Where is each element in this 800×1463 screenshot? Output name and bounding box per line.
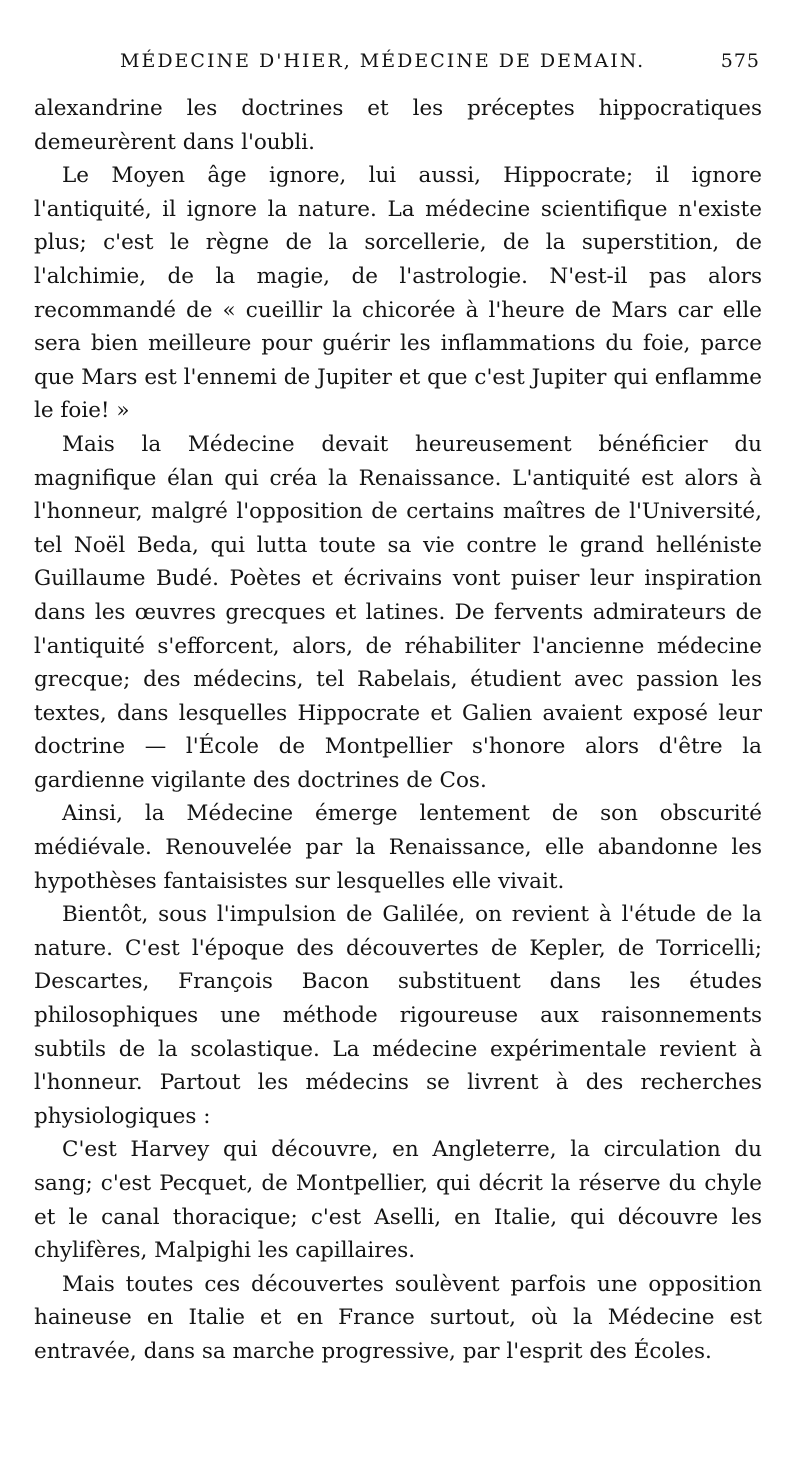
running-title: MÉDECINE D'HIER, MÉDECINE DE DEMAIN. bbox=[120, 50, 646, 72]
paragraph-renaissance: Mais la Médecine devait heureusement bénéficier du magnifique élan qui créa la Renaissance. L'antiquité est alors à l'honneur, malgré l'opposition de certains maîtres de l'Université, tel Noël Beda, qui lutta toute sa vie contre le grand helléniste Guillaume Budé. Poètes et écrivains vont puiser leur inspiration dans les œuvres grecques et latines. De fervents admirateurs de l'antiquité s'efforcent, alors, de réhabiliter l'ancienne médecine grecque; des médecins, tel Rabelais, étudient avec passion les textes, dans lesquelles Hippocrate et Galien avaient exposé leur doctrine — l'École de Montpellier s'honore alors d'être la gardienne vigilante des doctrines de Cos. bbox=[34, 431, 762, 793]
page-number: 575 bbox=[720, 50, 760, 72]
paragraph-continuation: alexandrine les doctrines et les préceptes hippocratiques demeurèrent dans l'oubli. bbox=[34, 96, 762, 155]
paragraph-middle-ages: Le Moyen âge ignore, lui aussi, Hippocrate; il ignore l'antiquité, il ignore la nature. La médecine scientifique n'existe plus; c'est le règne de la sorcellerie, de la superstition, de l'alchimie, de la magie, de l'astrologie. N'est-il pas alors recommandé de « cueillir la chicorée à l'heure de Mars car elle sera bien meilleure pour guérir les inflammations du foie, parce que Mars est l'ennemi de Jupiter et que c'est Jupiter qui enflamme le foie! » bbox=[34, 163, 762, 424]
paragraph-galileo: Bientôt, sous l'impulsion de Galilée, on revient à l'étude de la nature. C'est l'époque des découvertes de Kepler, de Torricelli; Descartes, François Bacon substituent dans les études philosophiques une méthode rigoureuse aux raisonnements subtils de la scolastique. La médecine expérimentale revient à l'honneur. Partout les médecins se livrent à des recherches physiologiques : bbox=[34, 902, 762, 1129]
paragraph-discoveries: C'est Harvey qui découvre, en Angleterre, la circulation du sang; c'est Pecquet, de Montpellier, qui décrit la réserve du chyle et le canal thoracique; c'est Aselli, en Italie, qui découvre les chylifères, Malpighi les capillaires. bbox=[34, 1137, 762, 1264]
paragraph-opposition: Mais toutes ces découvertes soulèvent parfois une opposition haineuse en Italie et en France surtout, où la Médecine est entravée, dans sa marche progressive, par l'esprit des Écoles. bbox=[34, 1271, 762, 1364]
body-text bbox=[34, 92, 762, 1369]
page-header bbox=[120, 50, 760, 80]
paragraph-emergence: Ainsi, la Médecine émerge lentement de son obscurité médiévale. Renouvelée par la Renaissance, elle abandonne les hypothèses fantaisistes sur lesquelles elle vivait. bbox=[34, 801, 762, 894]
